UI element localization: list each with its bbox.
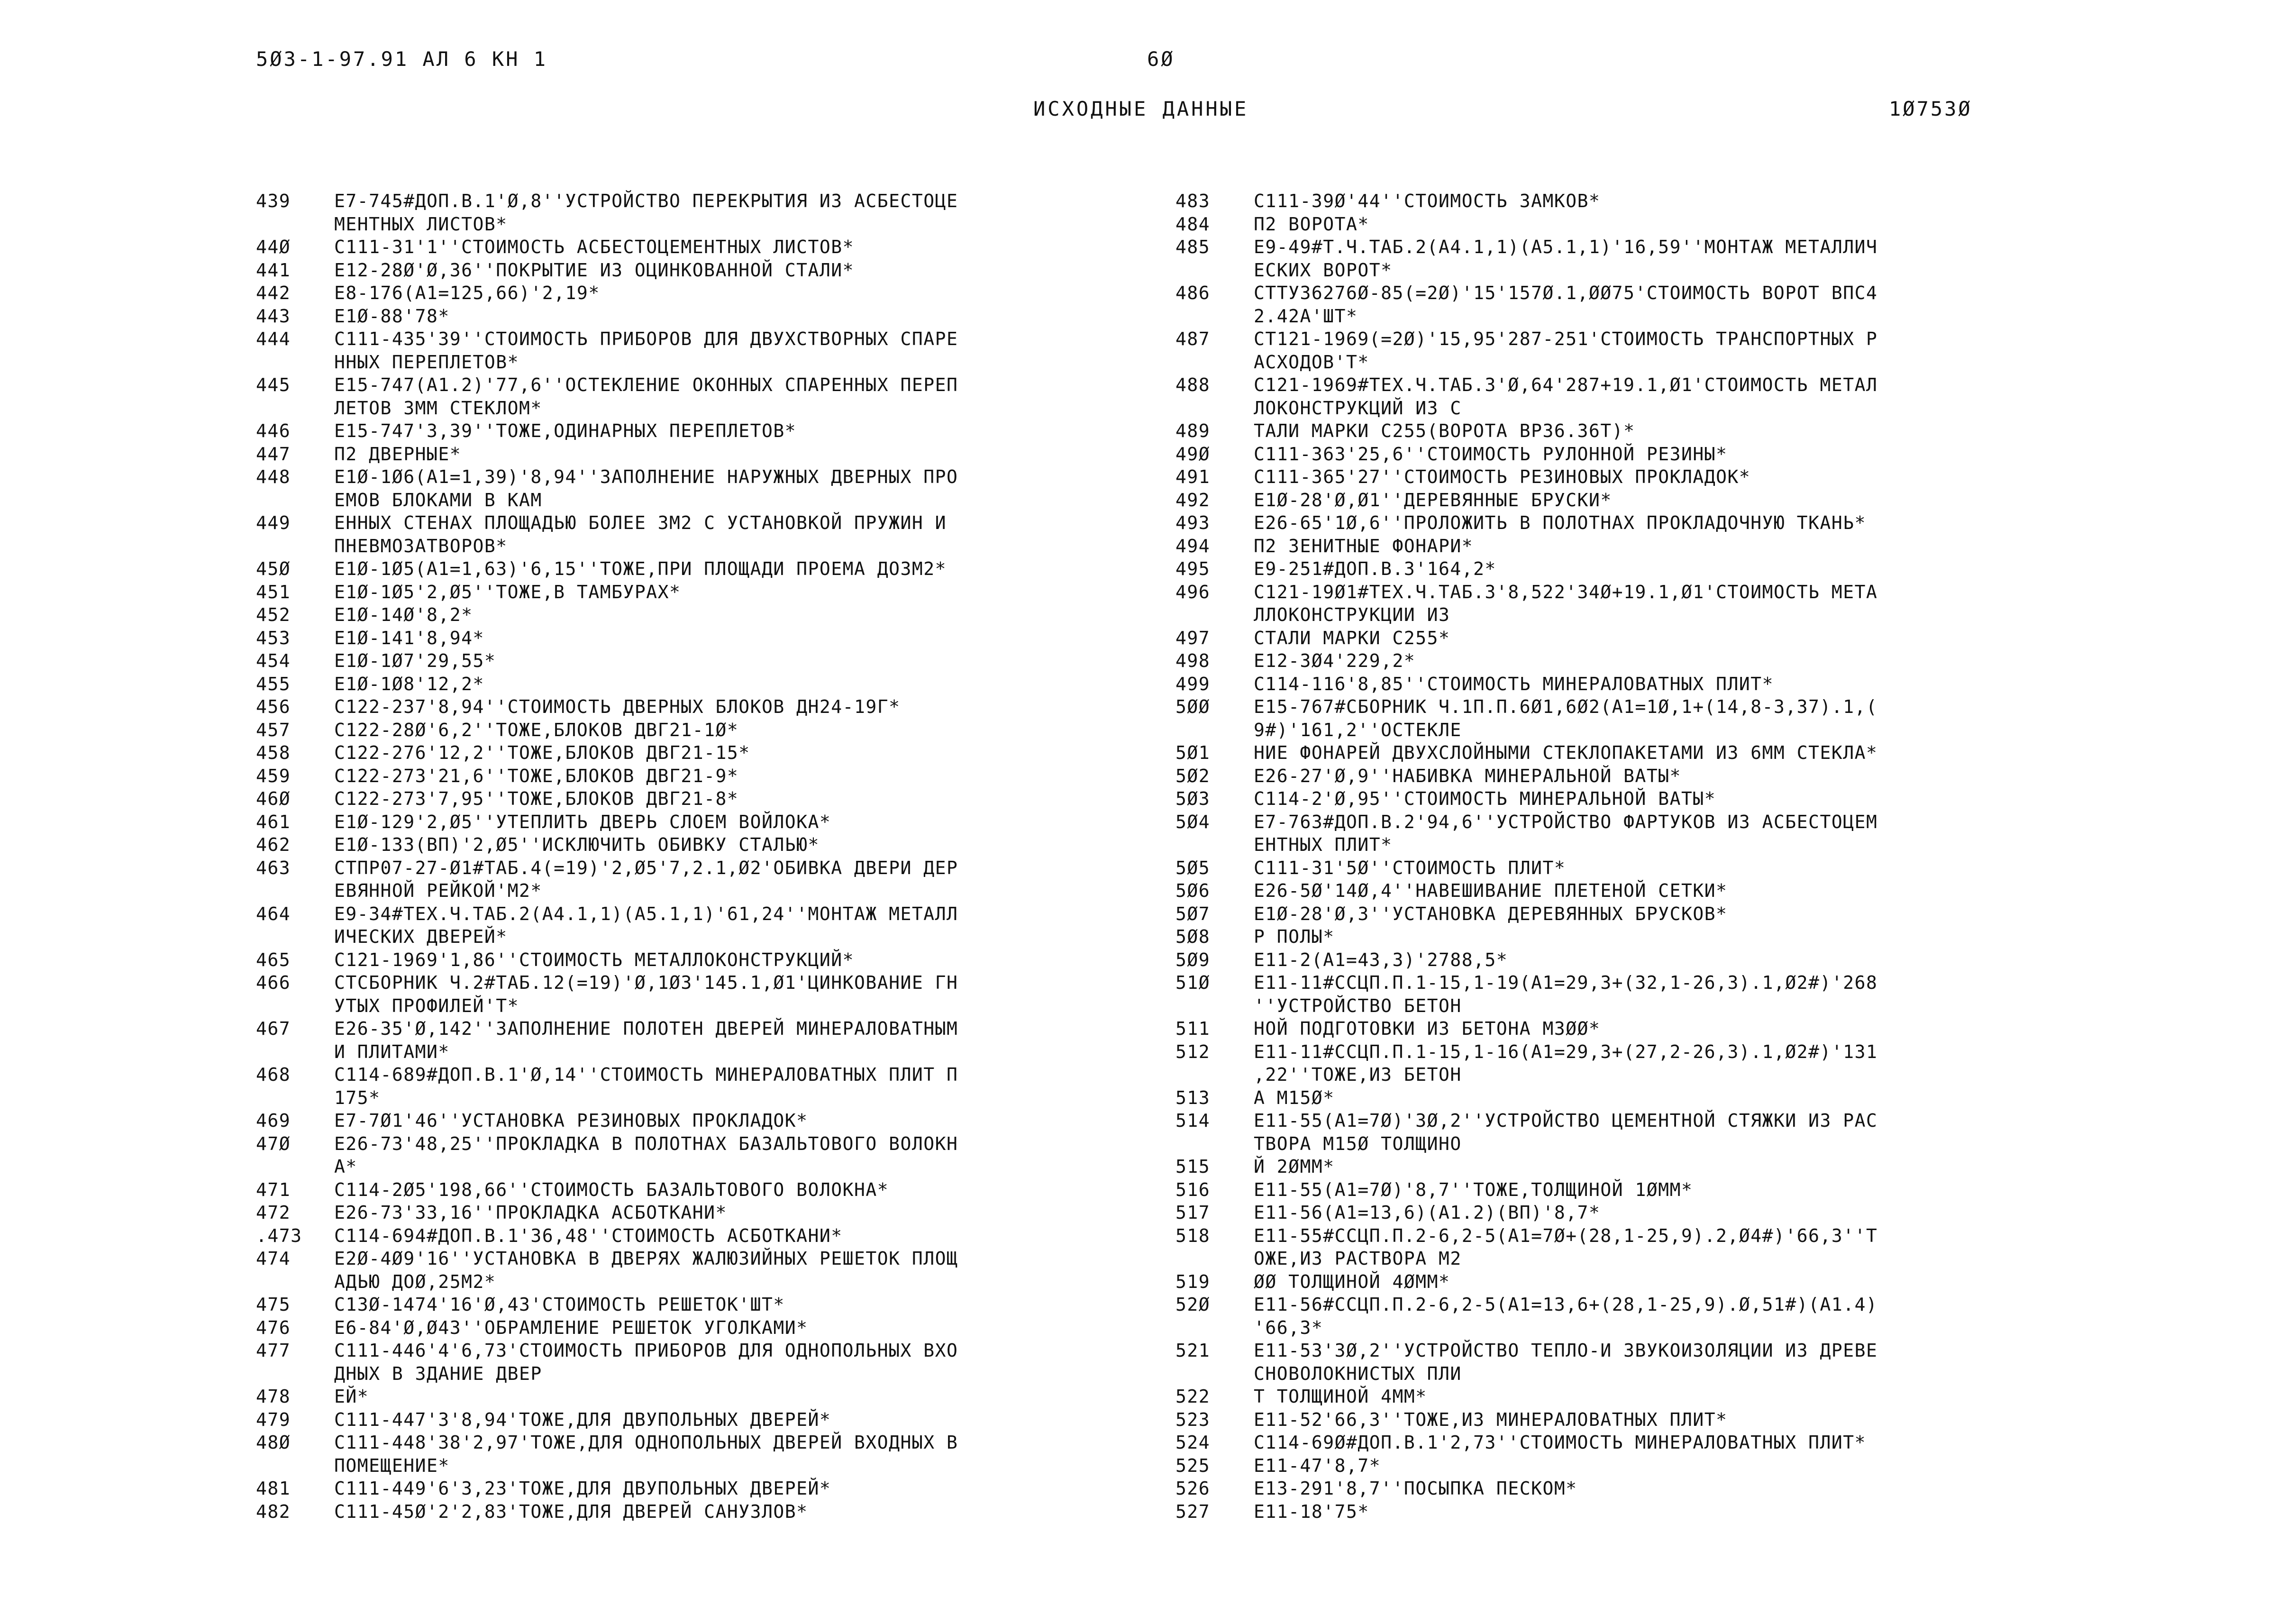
line-text: Т ТОЛЩИНОЙ 4ММ* xyxy=(1254,1386,1427,1407)
line-number: 455 xyxy=(256,673,291,694)
document-code: 5Ø3-1-97.91 АЛ 6 КН 1 xyxy=(256,47,548,71)
line-number: 484 xyxy=(1175,213,1211,235)
line-text: С121-19Ø1#ТЕХ.Ч.ТАБ.3'8,522'34Ø+19.1,Ø1'СТОИМОСТЬ МЕТА ЛЛОКОНСТРУКЦИИ ИЗ xyxy=(1254,581,1878,625)
list-item xyxy=(256,328,1147,374)
list-item xyxy=(1175,1408,2067,1432)
line-text: П2 ВОРОТА* xyxy=(1254,213,1369,235)
list-item xyxy=(1175,1500,2067,1524)
line-number: 512 xyxy=(1175,1041,1211,1062)
line-text: П2 ДВЕРНЫЕ* xyxy=(334,443,462,465)
list-item xyxy=(256,374,1147,420)
list-item xyxy=(1175,1454,2067,1478)
line-number: 446 xyxy=(256,420,291,441)
list-item xyxy=(1175,1339,2067,1385)
list-item xyxy=(1175,1201,2067,1224)
line-number: 444 xyxy=(256,328,291,349)
list-item xyxy=(256,1063,1147,1109)
line-number: 493 xyxy=(1175,512,1211,533)
line-text: С111-449'6'3,23'ТОЖЕ,ДЛЯ ДВУПОЛЬНЫХ ДВЕРЕЙ* xyxy=(334,1478,831,1499)
list-item xyxy=(1175,581,2067,627)
list-item xyxy=(256,557,1147,581)
list-item xyxy=(1175,787,2067,811)
line-text: С122-276'12,2''ТОЖЕ,БЛОКОВ ДВГ21-15* xyxy=(334,742,750,763)
line-text: С122-273'7,95''ТОЖЕ,БЛОКОВ ДВГ21-8* xyxy=(334,788,739,809)
list-item xyxy=(256,787,1147,811)
list-item xyxy=(1175,190,2067,213)
list-item xyxy=(256,765,1147,788)
list-item xyxy=(1175,236,2067,282)
line-text: С114-694#ДОП.В.1'36,48''СТОИМОСТЬ АСБОТКАНИ* xyxy=(334,1225,843,1246)
line-number: 491 xyxy=(1175,466,1211,487)
line-text: С111-45Ø'2'2,83'ТОЖЕ,ДЛЯ ДВЕРЕЙ САНУЗЛОВ* xyxy=(334,1501,808,1522)
line-text: Р ПОЛЫ* xyxy=(1254,926,1335,947)
line-number: 494 xyxy=(1175,535,1211,557)
line-text: С111-435'39''СТОИМОСТЬ ПРИБОРОВ ДЛЯ ДВУХСТВОРНЫХ СПАРЕ ННЫХ ПЕРЕПЛЕТОВ* xyxy=(334,328,958,373)
line-text: Е11-11#ССЦП.П.1-15,1-19(А1=29,3+(32,1-26,3).1,Ø2#)'268 ''УСТРОЙСТВО БЕТОН xyxy=(1254,972,1878,1016)
list-item xyxy=(1175,535,2067,558)
line-text: Е11-56(А1=13,6)(А1.2)(ВП)'8,7* xyxy=(1254,1202,1601,1223)
line-text: Е6-84'Ø,Ø43''ОБРАМЛЕНИЕ РЕШЕТОК УГОЛКАМИ* xyxy=(334,1317,808,1338)
line-number: 519 xyxy=(1175,1271,1211,1292)
line-number: 478 xyxy=(256,1386,291,1407)
list-item xyxy=(256,695,1147,719)
line-number: 486 xyxy=(1175,283,1211,303)
line-number: 5Ø5 xyxy=(1175,857,1211,878)
list-item xyxy=(1175,1431,2067,1454)
line-text: СТПР07-27-Ø1#ТАБ.4(=19)'2,Ø5'7,2.1,Ø2'ОБИВКА ДВЕРИ ДЕР ЕВЯННОЙ РЕЙКОЙ'М2* xyxy=(334,857,958,901)
line-number: 523 xyxy=(1175,1409,1211,1430)
list-item xyxy=(1175,811,2067,857)
line-text: Е1Ø-28'Ø,Ø1''ДЕРЕВЯННЫЕ БРУСКИ* xyxy=(1254,489,1612,511)
line-text: С114-116'8,85''СТОИМОСТЬ МИНЕРАЛОВАТНЫХ ПЛИТ* xyxy=(1254,673,1774,694)
line-number: 526 xyxy=(1175,1478,1211,1499)
line-text: Е7-745#ДОП.В.1'Ø,8''УСТРОЙСТВО ПЕРЕКРЫТИЯ ИЗ АСБЕСТОЦЕ МЕНТНЫХ ЛИСТОВ* xyxy=(334,191,958,235)
line-number: 452 xyxy=(256,604,291,625)
line-number: 472 xyxy=(256,1202,291,1223)
line-text: Е8-176(А1=125,66)'2,19* xyxy=(334,283,600,303)
line-text: С111-447'3'8,94'ТОЖЕ,ДЛЯ ДВУПОЛЬНЫХ ДВЕРЕЙ* xyxy=(334,1409,831,1430)
line-number: 489 xyxy=(1175,420,1211,441)
line-number: 516 xyxy=(1175,1179,1211,1200)
list-item xyxy=(1175,443,2067,466)
line-text: Е7-7Ø1'46''УСТАНОВКА РЕЗИНОВЫХ ПРОКЛАДОК* xyxy=(334,1110,808,1131)
list-item xyxy=(1175,1477,2067,1500)
line-number: 5Ø7 xyxy=(1175,903,1211,924)
line-text: Е12-28Ø'Ø,36''ПОКРЫТИЕ ИЗ ОЦИНКОВАННОЙ СТАЛИ* xyxy=(334,259,855,281)
line-text: Е15-767#СБОРНИК Ч.1П.П.6Ø1,6Ø2(А1=1Ø,1+(14,8-3,37).1,( 9#)'161,2''ОСТЕКЛЕ xyxy=(1254,696,1878,740)
line-number: 496 xyxy=(1175,581,1211,602)
line-number: 48Ø xyxy=(256,1432,291,1453)
line-number: 527 xyxy=(1175,1501,1211,1522)
line-text: Е9-49#Т.Ч.ТАБ.2(А4.1,1)(А5.1,1)'16,59''МОНТАЖ МЕТАЛЛИЧ ЕСКИХ ВОРОТ* xyxy=(1254,237,1878,281)
line-text: С13Ø-1474'16'Ø,43'СТОИМОСТЬ РЕШЕТОК'ШТ* xyxy=(334,1294,785,1315)
line-text: ЕННЫХ СТЕНАХ ПЛОЩАДЬЮ БОЛЕЕ 3М2 С УСТАНОВКОЙ ПРУЖИН И ПНЕВМОЗАТВОРОВ* xyxy=(334,512,947,557)
line-text: Е1Ø-129'2,Ø5''УТЕПЛИТЬ ДВЕРЬ СЛОЕМ ВОЙЛОКА* xyxy=(334,811,831,832)
line-number: 485 xyxy=(1175,237,1211,257)
list-item xyxy=(256,719,1147,742)
line-number: 454 xyxy=(256,650,291,671)
list-item xyxy=(1175,649,2067,673)
list-item xyxy=(256,305,1147,328)
line-number: 462 xyxy=(256,834,291,855)
list-item xyxy=(256,465,1147,511)
list-item xyxy=(256,673,1147,696)
line-text: СТСБОРНИК Ч.2#ТАБ.12(=19)'Ø,1Ø3'145.1,Ø1'ЦИНКОВАНИЕ ГН УТЫХ ПРОФИЛЕЙ'Т* xyxy=(334,972,958,1016)
line-text: С111-446'4'6,73'СТОИМОСТЬ ПРИБОРОВ ДЛЯ ОДНОПОЛЬНЫХ ВХО ДНЫХ В ЗДАНИЕ ДВЕР xyxy=(334,1340,958,1384)
line-number: 466 xyxy=(256,972,291,993)
list-item xyxy=(1175,489,2067,512)
line-number: 517 xyxy=(1175,1202,1211,1223)
line-text: Й 2ØММ* xyxy=(1254,1156,1335,1177)
list-item xyxy=(256,1339,1147,1385)
list-item xyxy=(1175,1224,2067,1270)
line-number: 488 xyxy=(1175,374,1211,395)
line-text: СТАЛИ МАРКИ С255* xyxy=(1254,627,1450,648)
line-number: 5Ø3 xyxy=(1175,788,1211,809)
line-text: Е26-73'48,25''ПРОКЛАДКА В ПОЛОТНАХ БАЗАЛЬТОВОГО ВОЛОКН А* xyxy=(334,1133,958,1177)
list-item xyxy=(1175,213,2067,236)
list-item xyxy=(256,903,1147,949)
list-item xyxy=(256,1431,1147,1477)
line-number: 515 xyxy=(1175,1156,1211,1177)
list-item xyxy=(256,1017,1147,1063)
list-item xyxy=(1175,695,2067,741)
line-text: С114-2Ø5'198,66''СТОИМОСТЬ БАЗАЛЬТОВОГО ВОЛОКНА* xyxy=(334,1179,889,1200)
list-item xyxy=(1175,1040,2067,1086)
line-text: Е13-291'8,7''ПОСЫПКА ПЕСКОМ* xyxy=(1254,1478,1577,1499)
line-number: 511 xyxy=(1175,1018,1211,1039)
line-text: Е11-53'3Ø,2''УСТРОЙСТВО ТЕПЛО-И ЗВУКОИЗОЛЯЦИИ ИЗ ДРЕВЕ СНОВОЛОКНИСТЫХ ПЛИ xyxy=(1254,1340,1878,1384)
line-text: СТ121-1969(=2Ø)'15,95'287-251'СТОИМОСТЬ ТРАНСПОРТНЫХ Р АСХОДОВ'Т* xyxy=(1254,328,1878,373)
line-number: 476 xyxy=(256,1317,291,1338)
line-number: 467 xyxy=(256,1018,291,1039)
line-number: 468 xyxy=(256,1064,291,1085)
line-number: 481 xyxy=(256,1478,291,1499)
line-number: 447 xyxy=(256,443,291,465)
list-item xyxy=(256,649,1147,673)
line-text: ØØ ТОЛЩИНОЙ 4ØММ* xyxy=(1254,1271,1450,1292)
list-item xyxy=(1175,420,2067,443)
line-number: .473 xyxy=(256,1225,302,1246)
line-number: 47Ø xyxy=(256,1133,291,1154)
line-text: С121-1969'1,86''СТОИМОСТЬ МЕТАЛЛОКОНСТРУКЦИЙ* xyxy=(334,949,855,970)
line-number: 482 xyxy=(256,1501,291,1522)
line-text: Е1Ø-1Ø6(А1=1,39)'8,94''ЗАПОЛНЕНИЕ НАРУЖНЫХ ДВЕРНЫХ ПРО ЕМОВ БЛОКАМИ В КАМ xyxy=(334,466,958,511)
line-number: 44Ø xyxy=(256,237,291,257)
line-number: 451 xyxy=(256,581,291,602)
line-text: С114-69Ø#ДОП.В.1'2,73''СТОИМОСТЬ МИНЕРАЛОВАТНЫХ ПЛИТ* xyxy=(1254,1432,1867,1453)
line-text: Е1Ø-1Ø5'2,Ø5''ТОЖЕ,В ТАМБУРАХ* xyxy=(334,581,681,602)
list-item xyxy=(256,1201,1147,1224)
line-number: 495 xyxy=(1175,558,1211,579)
line-number: 52Ø xyxy=(1175,1294,1211,1315)
list-item xyxy=(256,1385,1147,1408)
line-text: Е7-763#ДОП.В.2'94,6''УСТРОЙСТВО ФАРТУКОВ ИЗ АСБЕСТОЦЕМ ЕНТНЫХ ПЛИТ* xyxy=(1254,811,1878,855)
list-item xyxy=(1175,557,2067,581)
line-number: 479 xyxy=(256,1409,291,1430)
line-number: 445 xyxy=(256,374,291,395)
line-text: Е11-47'8,7* xyxy=(1254,1455,1381,1476)
line-text: Е1Ø-1Ø5(А1=1,63)'6,15''ТОЖЕ,ПРИ ПЛОЩАДИ ПРОЕМА ДО3М2* xyxy=(334,558,947,579)
line-text: С122-28Ø'6,2''ТОЖЕ,БЛОКОВ ДВГ21-1Ø* xyxy=(334,719,739,740)
page-title: ИСХОДНЫЕ ДАННЫЕ xyxy=(1033,97,1249,120)
line-number: 524 xyxy=(1175,1432,1211,1453)
line-text: Е9-34#ТЕХ.Ч.ТАБ.2(А4.1,1)(А5.1,1)'61,24''МОНТАЖ МЕТАЛЛ ИЧЕСКИХ ДВЕРЕЙ* xyxy=(334,903,958,947)
line-text: Е26-73'33,16''ПРОКЛАДКА АСБОТКАНИ* xyxy=(334,1202,727,1223)
line-number: 474 xyxy=(256,1248,291,1269)
line-number: 46Ø xyxy=(256,788,291,809)
line-text: Е1Ø-141'8,94* xyxy=(334,627,484,648)
line-number: 513 xyxy=(1175,1087,1211,1108)
line-text: НИЕ ФОНАРЕЙ ДВУХСЛОЙНЫМИ СТЕКЛОПАКЕТАМИ ИЗ 6ММ СТЕКЛА* xyxy=(1254,742,1878,763)
line-number: 5Ø4 xyxy=(1175,811,1211,832)
list-item xyxy=(256,857,1147,903)
list-item xyxy=(1175,971,2067,1017)
line-text: С111-363'25,6''СТОИМОСТЬ РУЛОННОЙ РЕЗИНЫ* xyxy=(1254,443,1728,465)
line-text: Е11-18'75* xyxy=(1254,1501,1369,1522)
line-text: Е26-35'Ø,142''ЗАПОЛНЕНИЕ ПОЛОТЕН ДВЕРЕЙ МИНЕРАЛОВАТНЫМ И ПЛИТАМИ* xyxy=(334,1018,958,1062)
line-text: А М15Ø* xyxy=(1254,1087,1335,1108)
document-number: 1Ø753Ø xyxy=(1889,97,1972,120)
line-text: П2 ЗЕНИТНЫЕ ФОНАРИ* xyxy=(1254,535,1474,557)
line-text: Е9-251#ДОП.В.3'164,2* xyxy=(1254,558,1496,579)
line-text: С111-365'27''СТОИМОСТЬ РЕЗИНОВЫХ ПРОКЛАДОК* xyxy=(1254,466,1751,487)
line-number: 5Ø9 xyxy=(1175,949,1211,970)
line-text: Е26-5Ø'14Ø,4''НАВЕШИВАНИЕ ПЛЕТЕНОЙ СЕТКИ* xyxy=(1254,880,1728,901)
line-text: Е1Ø-14Ø'8,2* xyxy=(334,604,473,625)
list-item xyxy=(1175,1293,2067,1339)
list-item xyxy=(256,833,1147,857)
line-text: Е15-747(А1.2)'77,6''ОСТЕКЛЕНИЕ ОКОННЫХ СПАРЕННЫХ ПЕРЕП ЛЕТОВ 3ММ СТЕКЛОМ* xyxy=(334,374,958,419)
list-item xyxy=(1175,328,2067,374)
page-number: 6Ø xyxy=(1147,47,1175,71)
line-text: С111-31'1''СТОИМОСТЬ АСБЕСТОЦЕМЕНТНЫХ ЛИСТОВ* xyxy=(334,237,855,257)
line-text: С122-273'21,6''ТОЖЕ,БЛОКОВ ДВГ21-9* xyxy=(334,765,739,786)
list-item xyxy=(256,511,1147,557)
line-number: 483 xyxy=(1175,191,1211,211)
list-item xyxy=(1175,374,2067,420)
line-number: 521 xyxy=(1175,1340,1211,1361)
line-number: 5Ø2 xyxy=(1175,765,1211,786)
line-number: 477 xyxy=(256,1340,291,1361)
list-item xyxy=(1175,282,2067,328)
line-number: 49Ø xyxy=(1175,443,1211,465)
list-item xyxy=(256,1477,1147,1500)
list-item xyxy=(1175,1017,2067,1040)
right-column xyxy=(1175,190,2067,1607)
line-text: Е11-2(А1=43,3)'2788,5* xyxy=(1254,949,1508,970)
line-text: Е11-52'66,3''ТОЖЕ,ИЗ МИНЕРАЛОВАТНЫХ ПЛИТ* xyxy=(1254,1409,1728,1430)
line-number: 442 xyxy=(256,283,291,303)
line-number: 5ØØ xyxy=(1175,696,1211,717)
list-item xyxy=(256,190,1147,236)
line-text: С111-448'38'2,97'ТОЖЕ,ДЛЯ ОДНОПОЛЬНЫХ ДВЕРЕЙ ВХОДНЫХ В ПОМЕЩЕНИЕ* xyxy=(334,1432,958,1476)
line-text: С122-237'8,94''СТОИМОСТЬ ДВЕРНЫХ БЛОКОВ ДН24-19Г* xyxy=(334,696,901,717)
list-item xyxy=(1175,1385,2067,1408)
line-number: 497 xyxy=(1175,627,1211,648)
line-number: 518 xyxy=(1175,1225,1211,1246)
list-item xyxy=(1175,857,2067,880)
line-text: ТАЛИ МАРКИ С255(ВОРОТА ВР36.36Т)* xyxy=(1254,420,1635,441)
list-item xyxy=(1175,765,2067,788)
line-text: СТТУ36276Ø-85(=2Ø)'15'157Ø.1,ØØ75'СТОИМОСТЬ ВОРОТ ВПС4 2.42А'ШТ* xyxy=(1254,283,1878,327)
line-text: НОЙ ПОДГОТОВКИ ИЗ БЕТОНА М3ØØ* xyxy=(1254,1018,1601,1039)
line-number: 449 xyxy=(256,512,291,533)
line-number: 45Ø xyxy=(256,558,291,579)
list-item xyxy=(256,627,1147,650)
line-text: С121-1969#ТЕХ.Ч.ТАБ.3'Ø,64'287+19.1,Ø1'СТОИМОСТЬ МЕТАЛ ЛОКОНСТРУКЦИЙ ИЗ С xyxy=(1254,374,1878,419)
list-item xyxy=(1175,903,2067,926)
line-text: Е11-55#ССЦП.П.2-6,2-5(А1=7Ø+(28,1-25,9).2,Ø4#)'66,3''Т ОЖЕ,ИЗ РАСТВОРА М2 xyxy=(1254,1225,1878,1269)
list-item xyxy=(1175,1155,2067,1178)
list-item xyxy=(1175,1270,2067,1294)
line-number: 522 xyxy=(1175,1386,1211,1407)
list-item xyxy=(1175,465,2067,489)
line-number: 439 xyxy=(256,191,291,211)
line-number: 458 xyxy=(256,742,291,763)
line-number: 475 xyxy=(256,1294,291,1315)
line-number: 441 xyxy=(256,259,291,281)
list-item xyxy=(1175,1086,2067,1110)
line-number: 487 xyxy=(1175,328,1211,349)
list-item xyxy=(256,811,1147,834)
list-item xyxy=(256,1293,1147,1316)
line-number: 456 xyxy=(256,696,291,717)
list-item xyxy=(256,1132,1147,1178)
line-number: 525 xyxy=(1175,1455,1211,1476)
line-text: Е15-747'3,39''ТОЖЕ,ОДИНАРНЫХ ПЕРЕПЛЕТОВ* xyxy=(334,420,797,441)
list-item xyxy=(256,282,1147,305)
line-number: 443 xyxy=(256,305,291,327)
line-text: Е1Ø-88'78* xyxy=(334,305,450,327)
line-text: Е11-55(А1=7Ø)'8,7''ТОЖЕ,ТОЛЩИНОЙ 1ØММ* xyxy=(1254,1179,1693,1200)
line-number: 5Ø1 xyxy=(1175,742,1211,763)
list-item xyxy=(256,1500,1147,1524)
line-text: Е1Ø-133(ВП)'2,Ø5''ИСКЛЮЧИТЬ ОБИВКУ СТАЛЬЮ* xyxy=(334,834,820,855)
line-number: 461 xyxy=(256,811,291,832)
list-item xyxy=(1175,741,2067,765)
line-text: С114-689#ДОП.В.1'Ø,14''СТОИМОСТЬ МИНЕРАЛОВАТНЫХ ПЛИТ П 175* xyxy=(334,1064,958,1108)
list-item xyxy=(1175,673,2067,696)
line-number: 5Ø6 xyxy=(1175,880,1211,901)
line-text: С114-2'Ø,95''СТОИМОСТЬ МИНЕРАЛЬНОЙ ВАТЫ* xyxy=(1254,788,1716,809)
line-text: Е1Ø-1Ø7'29,55* xyxy=(334,650,496,671)
list-item xyxy=(256,949,1147,972)
line-number: 457 xyxy=(256,719,291,740)
line-text: С111-39Ø'44''СТОИМОСТЬ ЗАМКОВ* xyxy=(1254,191,1601,211)
list-item xyxy=(256,741,1147,765)
list-item xyxy=(256,420,1147,443)
line-number: 498 xyxy=(1175,650,1211,671)
page-header xyxy=(256,47,2057,76)
line-number: 465 xyxy=(256,949,291,970)
line-number: 459 xyxy=(256,765,291,786)
list-item xyxy=(256,1247,1147,1293)
list-item xyxy=(1175,1109,2067,1155)
list-item xyxy=(256,1178,1147,1202)
line-text: С111-31'5Ø''СТОИМОСТЬ ПЛИТ* xyxy=(1254,857,1566,878)
list-item xyxy=(1175,511,2067,535)
line-number: 471 xyxy=(256,1179,291,1200)
list-item xyxy=(256,1224,1147,1248)
list-item xyxy=(256,443,1147,466)
line-text: Е1Ø-28'Ø,3''УСТАНОВКА ДЕРЕВЯННЫХ БРУСКОВ* xyxy=(1254,903,1728,924)
line-text: Е1Ø-1Ø8'12,2* xyxy=(334,673,484,694)
list-item xyxy=(256,603,1147,627)
line-number: 51Ø xyxy=(1175,972,1211,993)
left-column xyxy=(256,190,1147,1607)
line-number: 5Ø8 xyxy=(1175,926,1211,947)
list-item xyxy=(1175,627,2067,650)
list-item xyxy=(1175,925,2067,949)
line-text: Е26-65'1Ø,6''ПРОЛОЖИТЬ В ПОЛОТНАХ ПРОКЛАДОЧНУЮ ТКАНЬ* xyxy=(1254,512,1867,533)
line-text: Е11-11#ССЦП.П.1-15,1-16(А1=29,3+(27,2-26,3).1,Ø2#)'131 ,22''ТОЖЕ,ИЗ БЕТОН xyxy=(1254,1041,1878,1085)
list-item xyxy=(256,259,1147,282)
list-item xyxy=(1175,879,2067,903)
list-item xyxy=(256,581,1147,604)
line-number: 492 xyxy=(1175,489,1211,511)
list-item xyxy=(256,1316,1147,1340)
line-number: 463 xyxy=(256,857,291,878)
line-text: Е2Ø-4Ø9'16''УСТАНОВКА В ДВЕРЯХ ЖАЛЮЗИЙНЫХ РЕШЕТОК ПЛОЩ АДЬЮ ДОØ,25М2* xyxy=(334,1248,958,1292)
line-number: 469 xyxy=(256,1110,291,1131)
list-item xyxy=(1175,949,2067,972)
list-item xyxy=(256,1109,1147,1132)
line-number: 453 xyxy=(256,627,291,648)
list-item xyxy=(256,236,1147,259)
line-text: ЕЙ* xyxy=(334,1386,369,1407)
line-number: 464 xyxy=(256,903,291,924)
line-number: 514 xyxy=(1175,1110,1211,1131)
list-item xyxy=(1175,1178,2067,1202)
line-number: 448 xyxy=(256,466,291,487)
line-text: Е12-3Ø4'229,2* xyxy=(1254,650,1416,671)
line-text: Е11-56#ССЦП.П.2-6,2-5(А1=13,6+(28,1-25,9).Ø,51#)(А1.4) '66,3* xyxy=(1254,1294,1878,1338)
list-item xyxy=(256,971,1147,1017)
line-text: Е26-27'Ø,9''НАБИВКА МИНЕРАЛЬНОЙ ВАТЫ* xyxy=(1254,765,1681,786)
line-number: 499 xyxy=(1175,673,1211,694)
line-text: Е11-55(А1=7Ø)'3Ø,2''УСТРОЙСТВО ЦЕМЕНТНОЙ СТЯЖКИ ИЗ РАС ТВОРА М15Ø ТОЛЩИНО xyxy=(1254,1110,1878,1154)
list-item xyxy=(256,1408,1147,1432)
